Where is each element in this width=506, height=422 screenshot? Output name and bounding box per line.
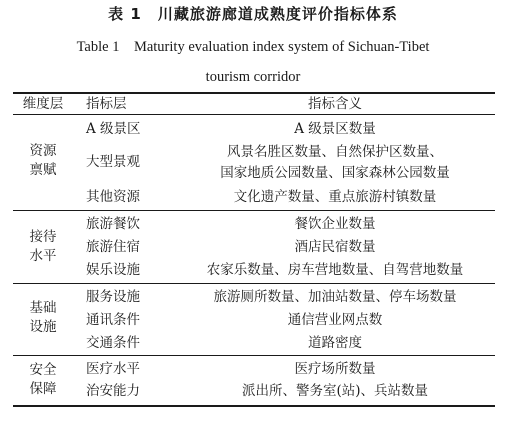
meaning-cell: 国家地质公园数量、国家森林公园数量 <box>220 165 450 181</box>
indicator-cell: 交通条件 <box>86 335 140 351</box>
table-header-rule <box>13 114 495 115</box>
group-separator <box>13 283 495 284</box>
indicator-cell: 服务设施 <box>86 289 140 305</box>
indicator-cell: 旅游餐饮 <box>86 216 140 232</box>
dimension-resource <box>13 142 73 180</box>
meaning-cell: A 级景区数量 <box>294 121 376 137</box>
dimension-infrastructure <box>13 299 73 337</box>
header-dimension: 维度层 <box>22 96 64 112</box>
dimension-label-line: 资源 <box>29 143 57 159</box>
table-bottom-rule <box>13 405 495 407</box>
meaning-cell: 酒店民宿数量 <box>294 239 376 255</box>
indicator-cell: 医疗水平 <box>86 361 140 377</box>
meaning-cell: 医疗场所数量 <box>294 361 376 377</box>
dimension-label-line: 禀赋 <box>29 162 57 178</box>
dimension-label-line: 基础 <box>29 300 57 316</box>
table-title-en-line1: Table 1 Maturity evaluation index system of Sichuan-Tibet <box>76 39 430 55</box>
indicator-cell: 娱乐设施 <box>86 262 140 278</box>
header-indicator: 指标层 <box>86 96 127 112</box>
header-meaning: 指标含义 <box>308 96 362 112</box>
dimension-label-line: 安全 <box>29 362 57 378</box>
group-separator <box>13 355 495 356</box>
indicator-cell: A 级景区 <box>86 121 141 137</box>
table-title-en-line2: tourism corridor <box>205 69 301 85</box>
indicator-cell: 其他资源 <box>86 189 140 205</box>
dimension-safety <box>13 361 73 399</box>
dimension-label-line: 接待 <box>29 229 57 245</box>
dimension-reception <box>13 228 73 266</box>
dimension-label-line: 保障 <box>29 381 57 397</box>
meaning-cell: 通信营业网点数 <box>287 312 383 328</box>
group-separator <box>13 210 495 211</box>
indicator-cell: 治安能力 <box>86 383 140 399</box>
dimension-label-line: 水平 <box>29 248 57 264</box>
indicator-cell: 通讯条件 <box>86 312 140 328</box>
meaning-cell: 旅游厕所数量、加油站数量、停车场数量 <box>213 289 457 305</box>
meaning-cell: 农家乐数量、房车营地数量、自驾营地数量 <box>206 262 464 278</box>
indicator-cell: 旅游住宿 <box>86 239 140 255</box>
meaning-cell: 文化遗产数量、重点旅游村镇数量 <box>233 189 437 205</box>
meaning-cell: 风景名胜区数量、自然保护区数量、 <box>227 144 443 160</box>
meaning-cell: 派出所、警务室(站)、兵站数量 <box>241 383 429 399</box>
indicator-cell: 大型景观 <box>86 154 140 170</box>
dimension-label-line: 设施 <box>29 319 57 335</box>
meaning-cell: 餐饮企业数量 <box>294 216 376 232</box>
table-title-cn: 表 1 川藏旅游廊道成熟度评价指标体系 <box>108 5 398 23</box>
table-title-en <box>0 32 506 92</box>
meaning-cell: 道路密度 <box>308 335 362 351</box>
